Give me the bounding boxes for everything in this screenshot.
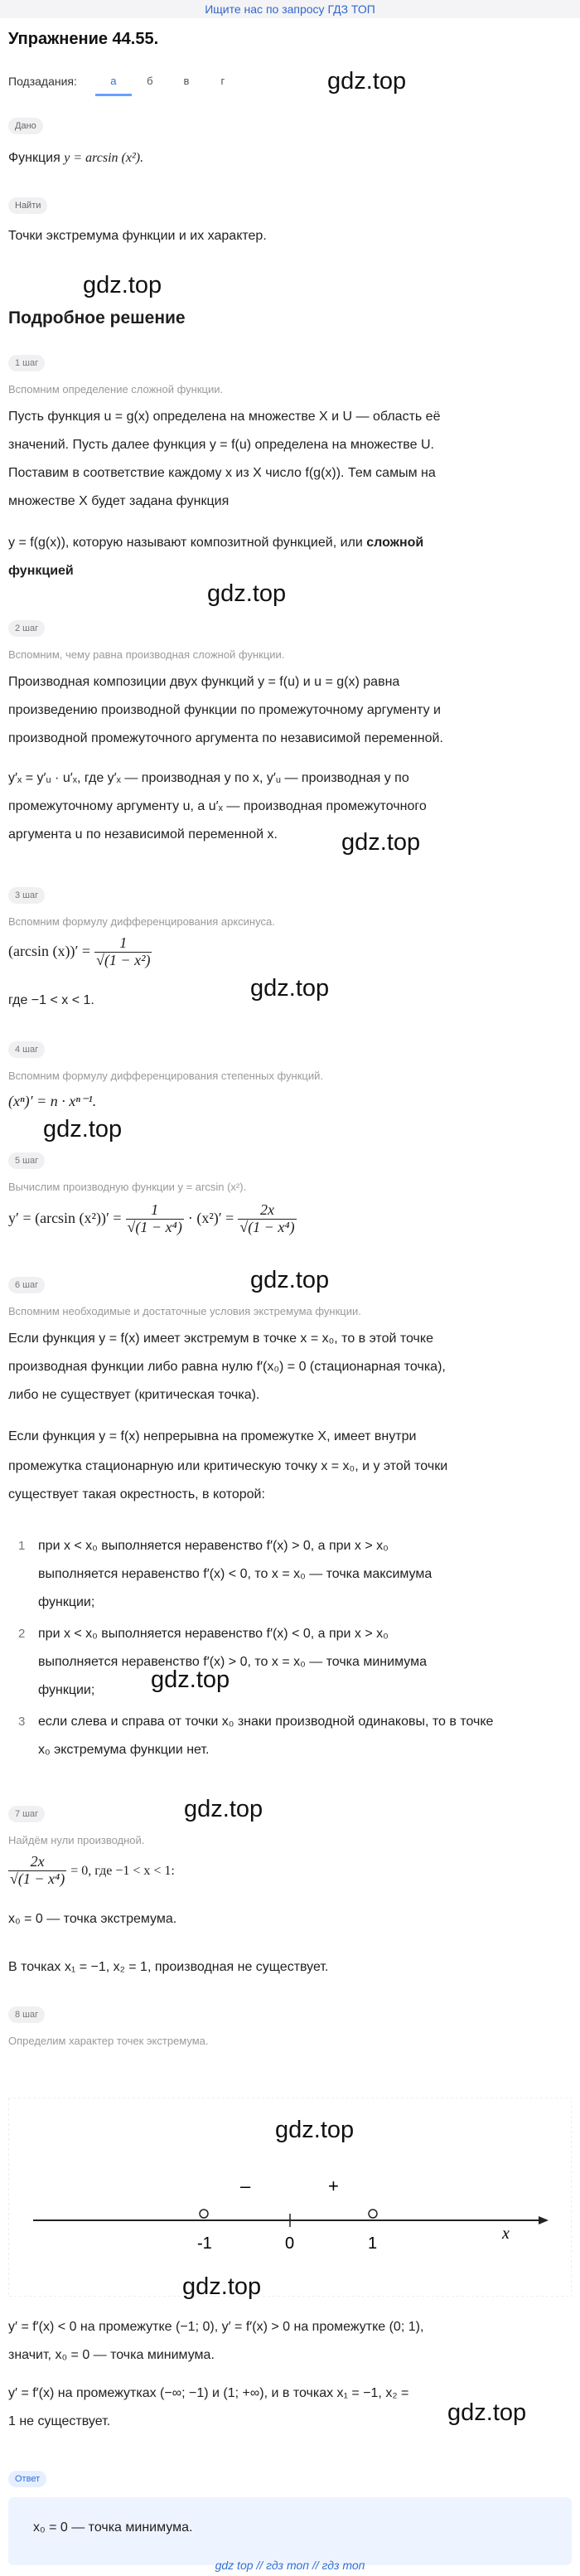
step-2-pill: 2 шаг	[8, 620, 45, 637]
fraction	[94, 935, 152, 969]
watermark: gdz.top	[447, 2399, 527, 2426]
list-number: 2	[18, 1627, 26, 1641]
tab-g[interactable]: г	[220, 75, 225, 87]
step-7-pill: 7 шаг	[8, 1806, 45, 1822]
solution-title: Подробное решение	[8, 308, 186, 327]
fraction-denominator: √(1 − x⁴)	[239, 1218, 295, 1235]
fraction-numerator: 2x	[238, 1202, 296, 1220]
given-prefix: Функция	[8, 151, 60, 165]
list-number: 1	[18, 1539, 26, 1553]
list-item: если слева и справа от точки x₀ знаки производной одинаковы, то в точке	[38, 1715, 494, 1729]
list-item: выполняется неравенство f′(x) < 0, то x = x₀ — точка максимума	[38, 1567, 433, 1581]
step-4-hint: Вспомним формулу дифференцирования степенных функций.	[8, 1070, 323, 1082]
fraction	[8, 1854, 66, 1888]
step-3-condition: где −1 < x < 1.	[8, 993, 94, 1007]
step-4-pill: 4 шаг	[8, 1041, 45, 1058]
axis-variable: x	[502, 2224, 510, 2243]
watermark: gdz.top	[250, 1267, 330, 1293]
step-1-hint: Вспомним определение сложной функции.	[8, 383, 224, 395]
step-1-line: Пусть функция u = g(x) определена на множестве X и U — область её	[8, 410, 441, 424]
step-6-line: Если функция y = f(x) имеет экстремум в точке x = x₀, то в этой точке	[8, 1332, 433, 1346]
step-1-line: значений. Пусть далее функция y = f(u) определена на множестве U.	[8, 438, 434, 452]
fraction-numerator: 1	[94, 935, 152, 953]
search-banner[interactable]	[0, 0, 580, 18]
step-7-line: x₀ = 0 — точка экстремума.	[8, 1912, 177, 1926]
given-text	[8, 144, 572, 172]
step-2-line: произведению производной функции по промежуточному аргументу и	[8, 703, 441, 717]
find-text: Точки экстремума функции и их характер.	[8, 229, 267, 243]
fraction	[126, 1202, 184, 1236]
find-pill: Найти	[8, 197, 47, 214]
fraction-denominator: √(1 − x⁴)	[10, 1870, 65, 1887]
sign-plus: +	[328, 2176, 339, 2196]
watermark: gdz.top	[151, 1666, 230, 1693]
step-1-line-bold: функцией	[8, 564, 74, 578]
step-6-hint: Вспомним необходимые и достаточные условия экстремума функции.	[8, 1305, 361, 1317]
step-1-text: y = f(g(x)), которую называют композитной функцией, или	[8, 536, 367, 550]
step-6-line: производная функции либо равна нулю f′(x₀) = 0 (стационарная точка),	[8, 1360, 446, 1374]
step-7-line: В точках x₁ = −1, x₂ = 1, производная не существует.	[8, 1960, 329, 1974]
tab-v[interactable]: в	[183, 75, 190, 87]
step-4-formula: (xⁿ)′ = n · xⁿ⁻¹.	[8, 1093, 97, 1109]
tick-label: 1	[368, 2234, 378, 2253]
step-5-pill: 5 шаг	[8, 1152, 45, 1169]
formula-middle: · (x²)′ =	[187, 1210, 234, 1227]
list-item: функции;	[38, 1595, 95, 1609]
step-2-line: Производная композиции двух функций y = f(u) и u = g(x) равна	[8, 675, 400, 689]
step-2-line: y′ₓ = y′ᵤ · u′ₓ, где y′ₓ — производная y по x, y′ᵤ — производная y по	[8, 771, 409, 785]
step-8-pill: 8 шаг	[8, 2006, 45, 2023]
step-2-line: промежуточному аргументу u, а u′ₓ — производная промежуточного	[8, 799, 427, 813]
tab-a[interactable]: а	[95, 70, 132, 96]
banner-link[interactable]: Ищите нас по запросу ГДЗ ТОП	[205, 2, 375, 16]
step-3-formula	[8, 935, 152, 969]
step-8-line: 1 не существует.	[8, 2414, 111, 2428]
step-5-formula	[8, 1202, 297, 1236]
list-number: 3	[18, 1715, 26, 1729]
watermark: gdz.top	[275, 2117, 355, 2143]
fraction	[238, 1202, 296, 1236]
subtask-tabs	[8, 70, 241, 98]
step-3-hint: Вспомним формулу дифференцирования арксинуса.	[8, 915, 275, 928]
step-6-pill: 6 шаг	[8, 1277, 45, 1293]
answer-text: x₀ = 0 — точка минимума.	[33, 2520, 193, 2535]
step-6-line: Если функция y = f(x) непрерывна на промежутке X, имеет внутри	[8, 1429, 417, 1443]
tab-b[interactable]: б	[147, 75, 153, 87]
step-1-bold: сложной	[366, 536, 424, 550]
tick-label: -1	[197, 2234, 212, 2253]
step-1-pill: 1 шаг	[8, 355, 45, 371]
subtasks-label: Подзадания:	[8, 75, 77, 88]
formula-right: = 0, где −1 < x < 1:	[70, 1864, 175, 1879]
footer-links[interactable]: gdz top // гдз топ // гдз топ	[215, 2559, 365, 2572]
formula-left: (arcsin (x))′ =	[8, 943, 91, 960]
step-1-line	[8, 529, 572, 557]
watermark: gdz.top	[182, 2273, 262, 2300]
list-item: при x < x₀ выполняется неравенство f′(x) < 0, а при x > x₀	[38, 1627, 389, 1641]
step-5-hint: Вычислим производную функции y = arcsin (x²).	[8, 1181, 247, 1193]
step-8-line: y′ = f′(x) < 0 на промежутке (−1; 0), y′ = f′(x) > 0 на промежутке (0; 1),	[8, 2320, 424, 2334]
step-3-pill: 3 шаг	[8, 887, 45, 904]
list-item: выполняется неравенство f′(x) > 0, то x = x₀ — точка минимума	[38, 1655, 427, 1669]
fraction-numerator: 2x	[8, 1854, 66, 1871]
watermark: gdz.top	[184, 1796, 263, 1822]
open-point-minus-1	[200, 2210, 208, 2218]
step-2-hint: Вспомним, чему равна производная сложной функции.	[8, 648, 285, 661]
watermark: gdz.top	[341, 829, 421, 856]
list-item: функции;	[38, 1683, 95, 1697]
step-6-line: либо не существует (критическая точка).	[8, 1388, 260, 1402]
sign-minus: –	[240, 2176, 251, 2196]
open-point-1	[369, 2210, 377, 2218]
watermark: gdz.top	[327, 68, 407, 95]
answer-pill: Ответ	[8, 2471, 46, 2487]
number-line-diagram	[8, 2098, 572, 2297]
given-formula: y = arcsin (x²).	[64, 151, 144, 165]
watermark: gdz.top	[43, 1116, 123, 1142]
watermark: gdz.top	[250, 975, 330, 1002]
fraction-denominator: √(1 − x²)	[96, 951, 151, 968]
step-8-line: значит, x₀ = 0 — точка минимума.	[8, 2348, 215, 2362]
watermark: gdz.top	[207, 580, 287, 607]
step-8-hint: Определим характер точек экстремума.	[8, 2035, 209, 2047]
list-item: при x < x₀ выполняется неравенство f′(x) > 0, а при x > x₀	[38, 1539, 389, 1553]
formula-left: y′ = (arcsin (x²))′ =	[8, 1210, 122, 1227]
page-title: Упражнение 44.55.	[8, 30, 159, 48]
fraction-numerator: 1	[126, 1202, 184, 1220]
step-2-line: аргумента u по независимой переменной x.	[8, 827, 278, 842]
step-6-line: промежутка стационарную или критическую точку x = x₀, и у этой точки	[8, 1459, 448, 1473]
list-item: x₀ экстремума функции нет.	[38, 1743, 210, 1757]
given-pill: Дано	[8, 118, 43, 134]
step-7-hint: Найдём нули производной.	[8, 1834, 145, 1846]
fraction-denominator: √(1 − x⁴)	[127, 1218, 182, 1235]
step-6-line: существует такая окрестность, в которой:	[8, 1487, 265, 1501]
step-2-line: производной промежуточного аргумента по независимой переменной.	[8, 731, 443, 745]
step-1-line: множестве X будет задана функция	[8, 494, 230, 508]
tick-label: 0	[285, 2234, 295, 2253]
step-8-line: y′ = f′(x) на промежутках (−∞; −1) и (1; +∞), и в точках x₁ = −1, x₂ =	[8, 2386, 409, 2400]
answer-box	[8, 2497, 572, 2565]
watermark: gdz.top	[83, 272, 162, 298]
step-1-line: Поставим в соответствие каждому x из X число f(g(x)). Тем самым на	[8, 466, 436, 480]
step-7-formula	[8, 1854, 175, 1888]
